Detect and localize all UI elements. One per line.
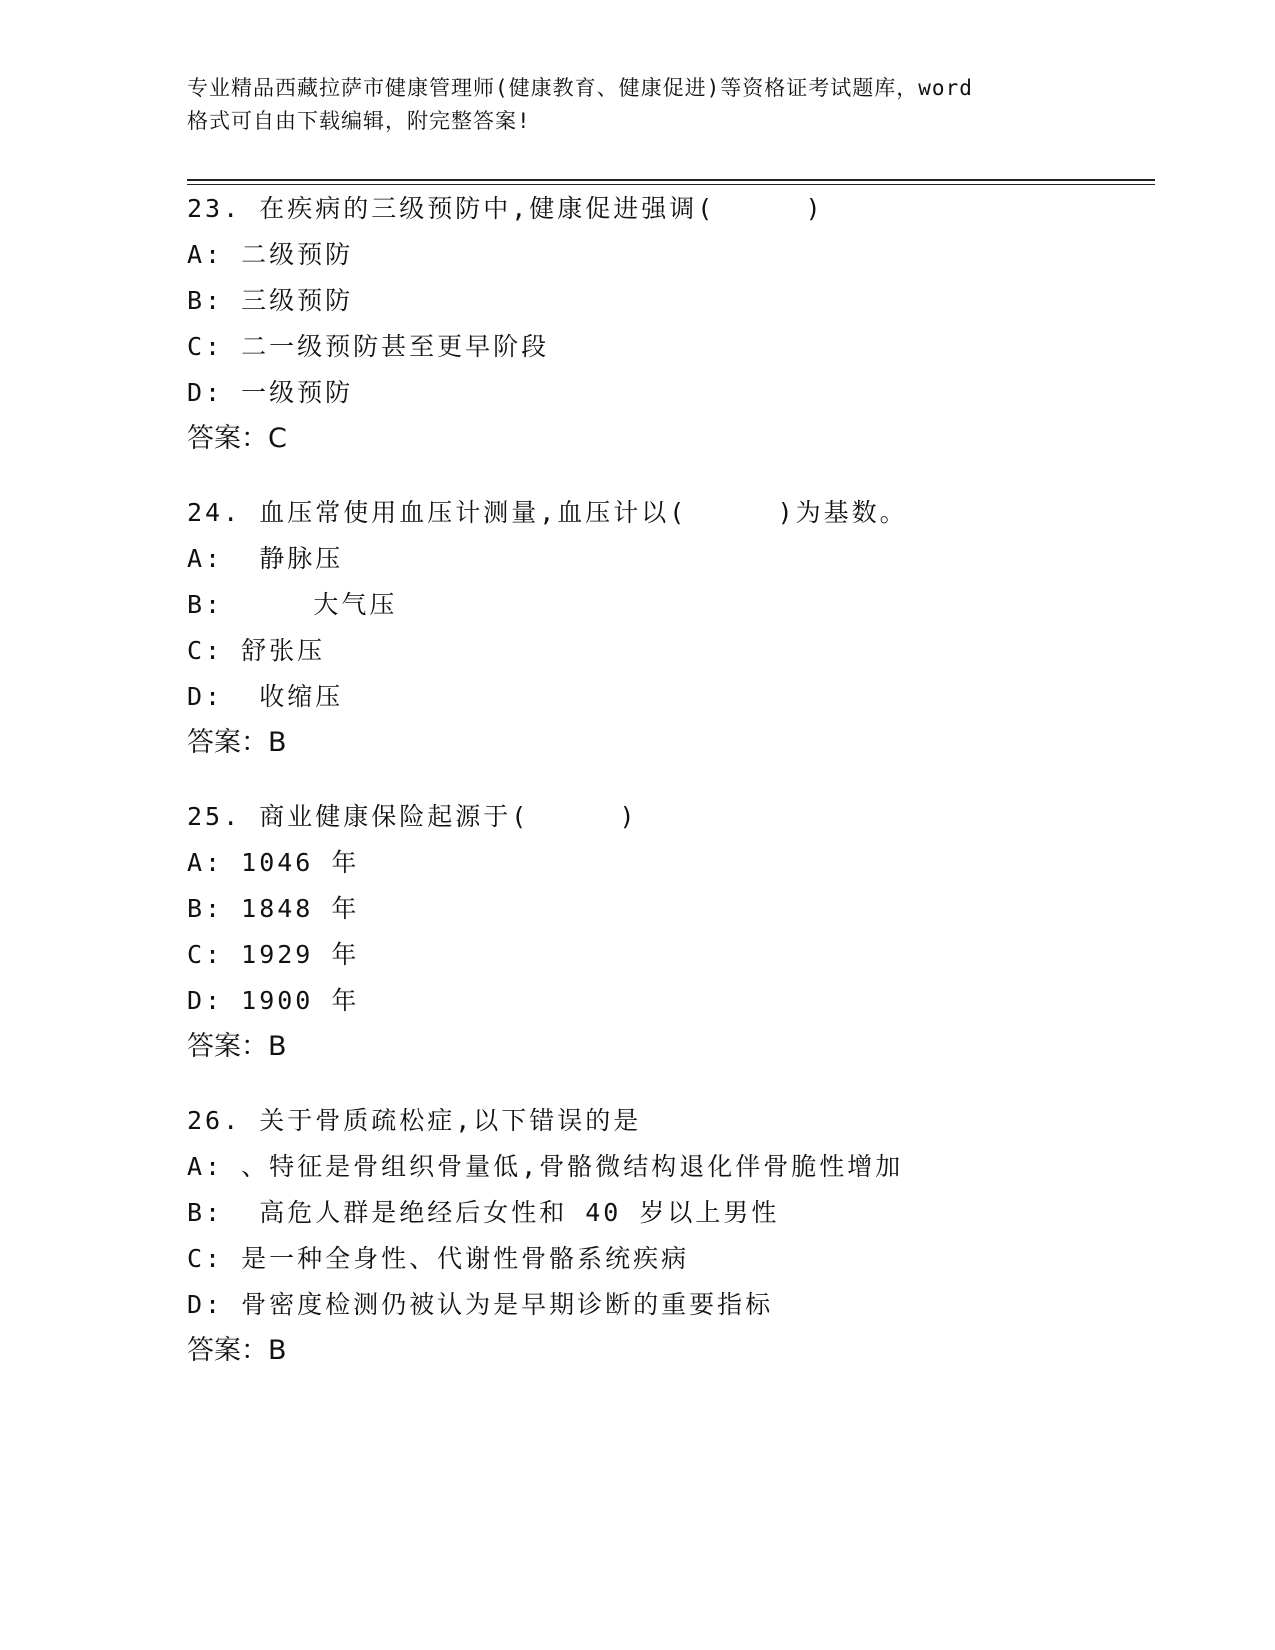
option-a: A: 静脉压 bbox=[187, 544, 344, 573]
question-title: 25. 商业健康保险起源于( ) bbox=[187, 802, 638, 831]
header-divider-thin bbox=[187, 184, 1155, 185]
option-b: B: 高危人群是绝经后女性和 40 岁以上男性 bbox=[187, 1198, 780, 1227]
answer-line: 答案：B bbox=[187, 1335, 287, 1366]
question-26 bbox=[187, 1098, 1155, 1374]
option-b: B: 三级预防 bbox=[187, 286, 354, 315]
option-b: B: 大气压 bbox=[187, 590, 398, 619]
answer-line: 答案：B bbox=[187, 1031, 287, 1062]
option-d: D: 一级预防 bbox=[187, 378, 354, 407]
option-d: D: 骨密度检测仍被认为是早期诊断的重要指标 bbox=[187, 1290, 774, 1319]
option-d: D: 1900 年 bbox=[187, 986, 360, 1015]
question-list bbox=[187, 186, 1155, 1402]
option-a: A: 、特征是骨组织骨量低,骨骼微结构退化伴骨脆性增加 bbox=[187, 1152, 904, 1181]
question-24 bbox=[187, 490, 1155, 766]
option-c: C: 二一级预防甚至更早阶段 bbox=[187, 332, 550, 361]
question-title: 26. 关于骨质疏松症,以下错误的是 bbox=[187, 1106, 642, 1135]
header-line-2: 格式可自由下载编辑，附完整答案! bbox=[187, 109, 531, 133]
option-c: C: 1929 年 bbox=[187, 940, 360, 969]
option-b: B: 1848 年 bbox=[187, 894, 360, 923]
question-title: 24. 血压常使用血压计测量,血压计以( )为基数。 bbox=[187, 498, 908, 527]
header-line-1: 专业精品西藏拉萨市健康管理师(健康教育、健康促进)等资格证考试题库，word bbox=[187, 76, 973, 100]
answer-line: 答案：B bbox=[187, 727, 287, 758]
question-25 bbox=[187, 794, 1155, 1070]
document-header bbox=[187, 72, 1087, 138]
option-d: D: 收缩压 bbox=[187, 682, 344, 711]
header-divider-thick bbox=[187, 179, 1155, 181]
question-23 bbox=[187, 186, 1155, 462]
answer-line: 答案：C bbox=[187, 423, 287, 454]
option-a: A: 1046 年 bbox=[187, 848, 360, 877]
option-a: A: 二级预防 bbox=[187, 240, 354, 269]
question-title: 23. 在疾病的三级预防中,健康促进强调( ) bbox=[187, 194, 824, 223]
option-c: C: 舒张压 bbox=[187, 636, 326, 665]
option-c: C: 是一种全身性、代谢性骨骼系统疾病 bbox=[187, 1244, 690, 1273]
